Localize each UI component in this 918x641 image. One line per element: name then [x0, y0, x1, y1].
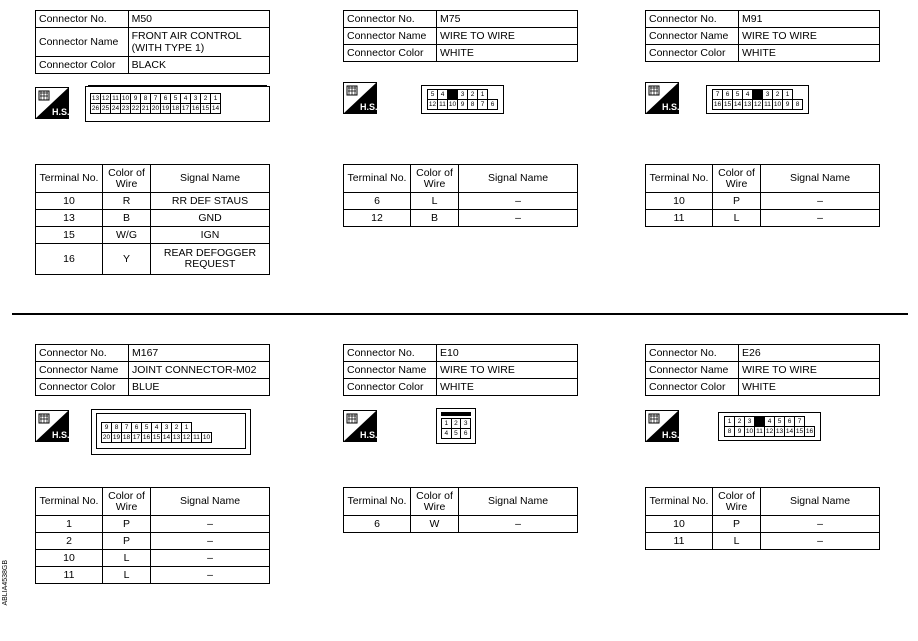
pin-cell: 8 — [141, 94, 151, 104]
connector-no: M91 — [739, 11, 880, 28]
terminal-no: 16 — [36, 244, 103, 275]
signal-name: – — [761, 533, 880, 550]
pin-cell: 23 — [121, 104, 130, 112]
pin-cell: 6 — [785, 417, 795, 427]
wire-color: L — [103, 550, 151, 567]
pin-cell: 18 — [171, 104, 180, 112]
pin-cell: 12 — [101, 94, 110, 102]
pin-cell: 10 — [745, 427, 754, 435]
pin-cell: 9 — [458, 100, 468, 110]
pin-cell: 9 — [735, 427, 745, 437]
section-divider — [12, 313, 908, 315]
connector-color: BLUE — [129, 379, 270, 396]
pin-cell: 7 — [478, 100, 488, 110]
terminal-table — [645, 487, 880, 550]
pin-cell: 1 — [478, 90, 488, 100]
header-terminal-no: Terminal No. — [344, 165, 411, 193]
connector-info-table — [645, 344, 880, 396]
connector-key — [448, 90, 458, 100]
signal-name: GND — [151, 210, 270, 227]
pin-cell: 15 — [201, 104, 210, 112]
pin-cell: 8 — [468, 100, 478, 110]
signal-name: – — [459, 193, 578, 210]
terminal-no: 11 — [646, 533, 713, 550]
pin-cell: 2 — [172, 423, 182, 433]
pin-cell: 17 — [181, 104, 190, 112]
pin-cell: 2 — [201, 94, 211, 104]
pin-cell: 5 — [171, 94, 181, 104]
pin-cell: 5 — [775, 417, 785, 427]
svg-text:H.S.: H.S. — [52, 430, 69, 440]
pin-cell: 4 — [743, 90, 753, 100]
connector-info-table — [645, 10, 880, 62]
pin-cell: 7 — [713, 90, 723, 100]
table-row — [646, 516, 880, 533]
pin-cell: 22 — [131, 104, 140, 112]
signal-name: RR DEF STAUS — [151, 193, 270, 210]
connector-face-diagram — [421, 85, 504, 114]
connector-color: WHITE — [739, 45, 880, 62]
pin-cell: 16 — [805, 427, 814, 435]
terminal-table — [645, 164, 880, 227]
header-color-of-wire: Color of Wire — [411, 165, 459, 193]
pin-cell: 2 — [451, 419, 461, 429]
table-row — [36, 244, 270, 275]
pin-cell: 11 — [193, 433, 200, 441]
pin-cell: 6 — [723, 90, 733, 100]
label-connector-name: Connector Name — [344, 28, 437, 45]
wire-color: R — [103, 193, 151, 210]
pin-cell: 3 — [461, 419, 471, 429]
connector-face-diagram — [718, 412, 821, 441]
pin-cell: 5 — [142, 423, 152, 433]
label-connector-color: Connector Color — [344, 379, 437, 396]
header-terminal-no: Terminal No. — [36, 488, 103, 516]
label-connector-color: Connector Color — [36, 57, 129, 74]
table-row — [646, 533, 880, 550]
terminal-no: 10 — [36, 550, 103, 567]
pin-cell: 19 — [112, 433, 121, 441]
label-connector-no: Connector No. — [646, 11, 739, 28]
header-color-of-wire: Color of Wire — [103, 488, 151, 516]
table-row — [36, 516, 270, 533]
pin-cell: 13 — [91, 94, 100, 102]
harness-side-icon — [343, 82, 377, 114]
terminal-no: 2 — [36, 533, 103, 550]
label-connector-color: Connector Color — [344, 45, 437, 62]
svg-text:H.S.: H.S. — [360, 102, 377, 112]
label-connector-name: Connector Name — [646, 28, 739, 45]
pin-cell: 10 — [448, 100, 457, 108]
pin-cell: 13 — [172, 433, 181, 441]
svg-text:H.S.: H.S. — [662, 430, 679, 440]
pin-cell: 7 — [151, 94, 161, 104]
table-row — [646, 193, 880, 210]
wire-color: P — [713, 193, 761, 210]
pin-cell: 19 — [161, 104, 170, 112]
connector-face-diagram — [436, 408, 476, 444]
pin-cell: 9 — [102, 423, 112, 433]
terminal-no: 1 — [36, 516, 103, 533]
svg-text:H.S.: H.S. — [662, 102, 679, 112]
connector-face-diagram — [91, 409, 251, 455]
connector-info-table — [343, 344, 578, 396]
pin-cell: 3 — [745, 417, 755, 427]
connector-no: M50 — [128, 11, 269, 28]
pin-cell: 2 — [735, 417, 745, 427]
connector-name: WIRE TO WIRE — [739, 28, 880, 45]
table-row — [36, 193, 270, 210]
terminal-no: 11 — [36, 567, 103, 584]
header-terminal-no: Terminal No. — [36, 165, 103, 193]
table-row — [646, 210, 880, 227]
pin-cell: 10 — [773, 100, 782, 108]
pin-cell: 16 — [142, 433, 151, 441]
wire-color: P — [103, 516, 151, 533]
pin-cell: 4 — [765, 417, 775, 427]
table-row — [36, 210, 270, 227]
harness-side-icon — [645, 410, 679, 442]
wire-color: P — [713, 516, 761, 533]
pin-cell: 12 — [428, 100, 437, 108]
terminal-no: 6 — [344, 516, 411, 533]
wire-color: L — [713, 210, 761, 227]
label-connector-no: Connector No. — [344, 11, 437, 28]
label-connector-no: Connector No. — [646, 345, 739, 362]
wire-color: B — [103, 210, 151, 227]
connector-name: WIRE TO WIRE — [437, 28, 578, 45]
pin-cell: 6 — [488, 100, 498, 110]
connector-face-diagram — [85, 86, 270, 122]
label-connector-name: Connector Name — [646, 362, 739, 379]
label-connector-color: Connector Color — [36, 379, 129, 396]
wire-color: Y — [103, 244, 151, 275]
pin-cell: 7 — [122, 423, 132, 433]
terminal-no: 10 — [646, 516, 713, 533]
terminal-table — [343, 487, 578, 533]
wire-color: P — [103, 533, 151, 550]
connector-no: M167 — [129, 345, 270, 362]
connector-no: E26 — [739, 345, 880, 362]
pin-cell: 2 — [773, 90, 783, 100]
header-color-of-wire: Color of Wire — [411, 488, 459, 516]
pin-cell: 9 — [131, 94, 141, 104]
terminal-no: 6 — [344, 193, 411, 210]
signal-name: – — [151, 550, 270, 567]
header-color-of-wire: Color of Wire — [713, 488, 761, 516]
terminal-table — [35, 164, 270, 275]
pin-cell: 10 — [202, 433, 211, 441]
figure-code: ABLIA4538GB — [2, 560, 9, 606]
header-signal-name: Signal Name — [761, 165, 880, 193]
pin-cell: 14 — [733, 100, 742, 108]
pin-cell: 8 — [793, 100, 803, 110]
pin-cell: 6 — [132, 423, 142, 433]
signal-name: – — [761, 193, 880, 210]
pin-cell: 18 — [122, 433, 131, 441]
table-row — [36, 533, 270, 550]
pin-cell: 6 — [461, 429, 471, 439]
signal-name: – — [761, 210, 880, 227]
pin-cell: 1 — [725, 417, 735, 427]
label-connector-color: Connector Color — [646, 379, 739, 396]
pin-cell: 10 — [121, 94, 130, 102]
pin-cell: 1 — [182, 423, 192, 433]
pin-cell: 15 — [723, 100, 732, 108]
terminal-table — [35, 487, 270, 584]
wire-color: L — [713, 533, 761, 550]
connector-color: WHITE — [437, 45, 578, 62]
header-signal-name: Signal Name — [459, 488, 578, 516]
pin-cell: 5 — [451, 429, 461, 439]
terminal-no: 15 — [36, 227, 103, 244]
pin-cell: 13 — [743, 100, 752, 108]
table-row — [36, 567, 270, 584]
harness-side-icon — [645, 82, 679, 114]
terminal-no: 13 — [36, 210, 103, 227]
header-terminal-no: Terminal No. — [646, 488, 713, 516]
pin-cell: 11 — [756, 427, 763, 435]
signal-name: – — [459, 516, 578, 533]
terminal-no: 11 — [646, 210, 713, 227]
header-color-of-wire: Color of Wire — [713, 165, 761, 193]
label-connector-name: Connector Name — [36, 28, 129, 57]
pin-cell: 4 — [442, 429, 452, 439]
label-connector-no: Connector No. — [344, 345, 437, 362]
pin-cell: 14 — [162, 433, 171, 441]
table-row — [344, 210, 578, 227]
pin-cell: 6 — [161, 94, 171, 104]
connector-no: M75 — [437, 11, 578, 28]
terminal-table — [343, 164, 578, 227]
wire-color: B — [411, 210, 459, 227]
header-terminal-no: Terminal No. — [344, 488, 411, 516]
pin-cell: 14 — [211, 104, 220, 112]
label-connector-color: Connector Color — [646, 45, 739, 62]
signal-name: – — [151, 533, 270, 550]
wire-color: L — [103, 567, 151, 584]
pin-cell: 3 — [763, 90, 773, 100]
pin-cell: 20 — [151, 104, 160, 112]
pin-cell: 13 — [775, 427, 784, 435]
pin-cell: 4 — [152, 423, 162, 433]
signal-name: REAR DEFOGGER REQUEST — [151, 244, 270, 275]
pin-cell: 15 — [795, 427, 804, 435]
harness-side-icon — [35, 410, 69, 442]
header-signal-name: Signal Name — [151, 165, 270, 193]
terminal-no: 12 — [344, 210, 411, 227]
connector-info-table — [343, 10, 578, 62]
pin-cell: 14 — [785, 427, 794, 435]
signal-name: – — [459, 210, 578, 227]
signal-name: – — [151, 567, 270, 584]
pin-cell: 11 — [112, 94, 119, 102]
connector-key — [753, 90, 763, 100]
pin-cell: 26 — [91, 104, 100, 112]
pin-cell: 12 — [753, 100, 762, 108]
pin-cell: 16 — [713, 100, 722, 108]
connector-name: WIRE TO WIRE — [437, 362, 578, 379]
connector-name: JOINT CONNECTOR-M02 — [129, 362, 270, 379]
pin-cell: 3 — [191, 94, 201, 104]
pin-cell: 1 — [211, 94, 221, 104]
table-row — [344, 516, 578, 533]
connector-info-table — [35, 10, 270, 74]
terminal-no: 10 — [646, 193, 713, 210]
pin-cell: 15 — [152, 433, 161, 441]
pin-cell: 17 — [132, 433, 141, 441]
connector-no: E10 — [437, 345, 578, 362]
pin-cell: 12 — [765, 427, 774, 435]
pin-cell: 1 — [442, 419, 452, 429]
harness-side-icon — [35, 87, 69, 119]
header-signal-name: Signal Name — [459, 165, 578, 193]
wire-color: W — [411, 516, 459, 533]
pin-cell: 3 — [162, 423, 172, 433]
pin-cell: 7 — [795, 417, 805, 427]
table-row — [36, 550, 270, 567]
connector-color: WHITE — [437, 379, 578, 396]
connector-name: WIRE TO WIRE — [739, 362, 880, 379]
pin-cell: 11 — [764, 100, 771, 108]
connector-info-table — [35, 344, 270, 396]
pin-cell: 4 — [438, 90, 448, 100]
pin-cell: 4 — [181, 94, 191, 104]
terminal-no: 10 — [36, 193, 103, 210]
label-connector-name: Connector Name — [344, 362, 437, 379]
pin-cell: 8 — [112, 423, 122, 433]
svg-text:H.S.: H.S. — [360, 430, 377, 440]
pin-cell: 12 — [182, 433, 191, 441]
pin-cell: 9 — [783, 100, 793, 110]
pin-cell: 5 — [733, 90, 743, 100]
label-connector-name: Connector Name — [36, 362, 129, 379]
pin-cell: 5 — [428, 90, 438, 100]
pin-cell: 16 — [191, 104, 200, 112]
pin-cell: 20 — [102, 433, 111, 441]
signal-name: – — [761, 516, 880, 533]
pin-cell: 3 — [458, 90, 468, 100]
header-signal-name: Signal Name — [761, 488, 880, 516]
wire-color: L — [411, 193, 459, 210]
wire-color: W/G — [103, 227, 151, 244]
pin-cell: 1 — [783, 90, 793, 100]
table-row — [36, 227, 270, 244]
connector-name: FRONT AIR CONTROL (WITH TYPE 1) — [128, 28, 269, 57]
pin-cell: 25 — [101, 104, 110, 112]
pin-cell: 11 — [439, 100, 446, 108]
pin-cell: 8 — [725, 427, 735, 437]
header-terminal-no: Terminal No. — [646, 165, 713, 193]
connector-face-diagram — [706, 85, 809, 114]
label-connector-no: Connector No. — [36, 11, 129, 28]
header-signal-name: Signal Name — [151, 488, 270, 516]
connector-color: BLACK — [128, 57, 269, 74]
pin-cell: 21 — [141, 104, 150, 112]
connector-color: WHITE — [739, 379, 880, 396]
pin-cell: 2 — [468, 90, 478, 100]
connector-key — [755, 417, 765, 427]
pin-cell: 24 — [111, 104, 120, 112]
header-color-of-wire: Color of Wire — [103, 165, 151, 193]
table-row — [344, 193, 578, 210]
signal-name: – — [151, 516, 270, 533]
svg-text:H.S.: H.S. — [52, 107, 69, 117]
harness-side-icon — [343, 410, 377, 442]
signal-name: IGN — [151, 227, 270, 244]
label-connector-no: Connector No. — [36, 345, 129, 362]
